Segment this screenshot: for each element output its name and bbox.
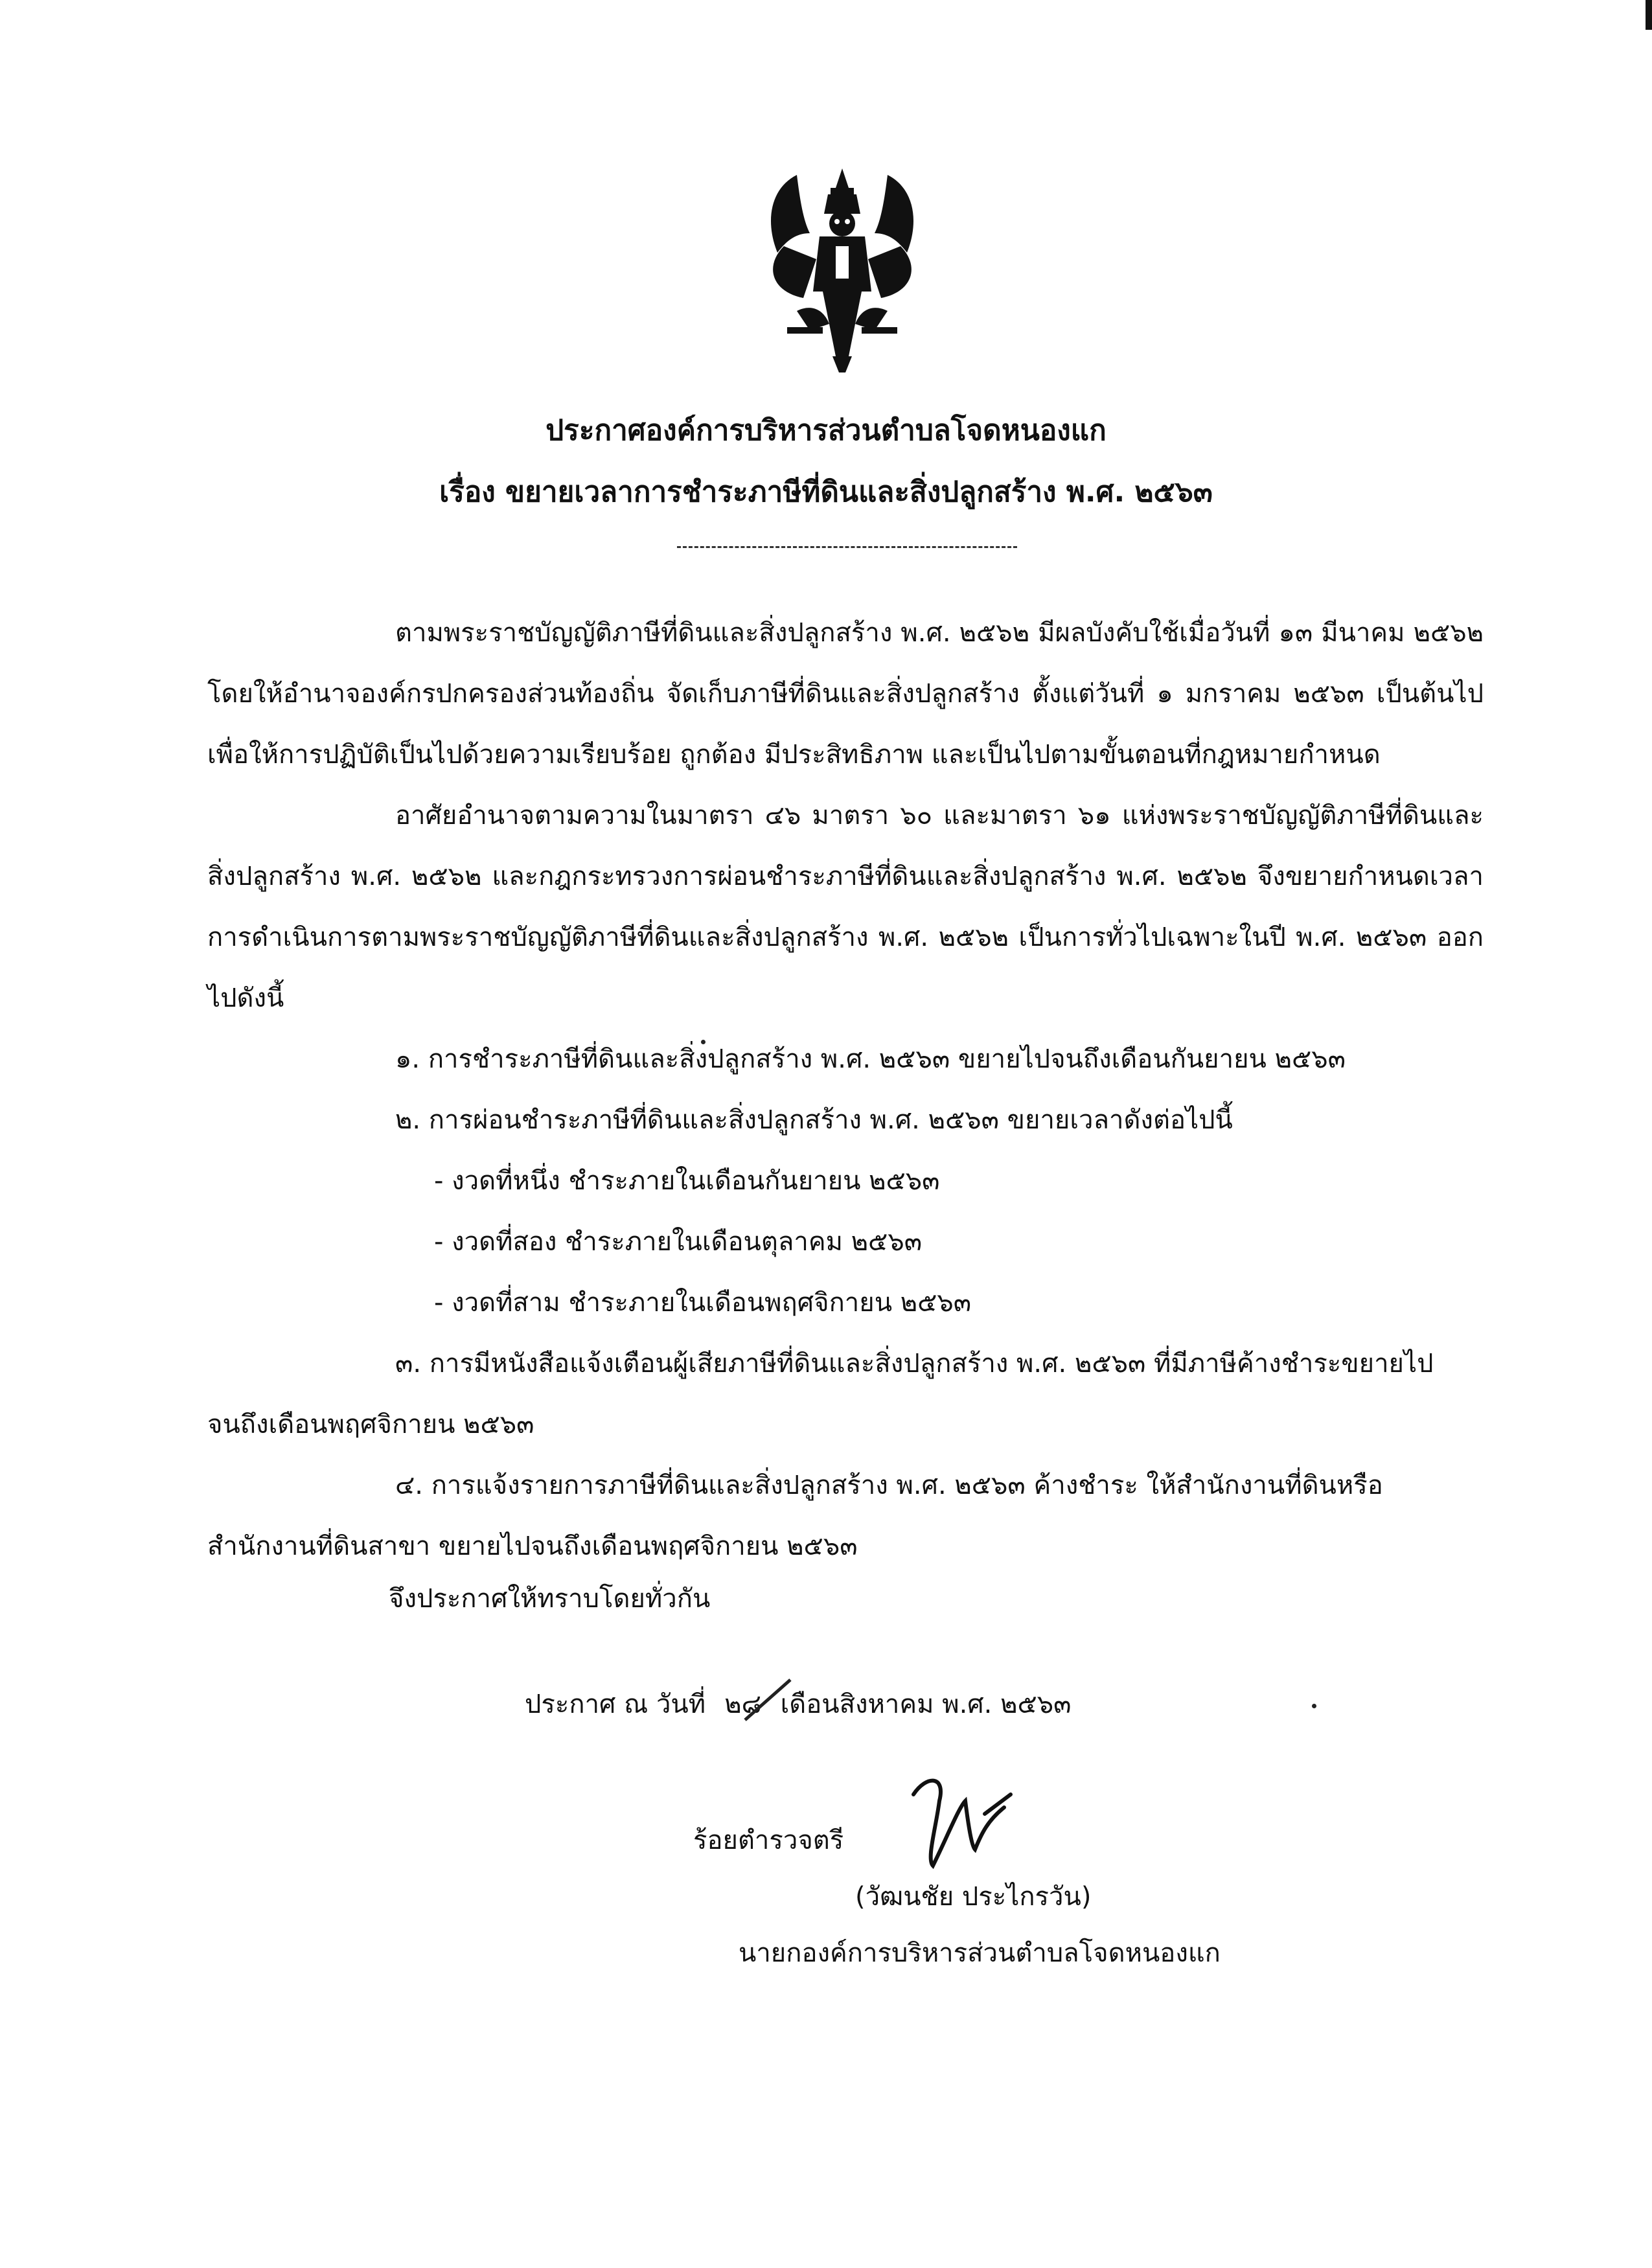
closing-statement: จึงประกาศให้ทราบโดยทั่วกัน [389, 1584, 711, 1614]
dashed-divider [677, 546, 1017, 548]
installment-item: - งวดที่หนึ่ง ชำระภายในเดือนกันยายน ๒๕๖๓ [434, 1166, 940, 1196]
scan-edge-mark [1646, 0, 1652, 30]
scan-speck [1312, 1704, 1316, 1708]
handwritten-signature [901, 1769, 1017, 1872]
announcement-title: ประกาศองค์การบริหารส่วนตำบลโจดหนองแก [545, 414, 1107, 447]
date-prefix: ประกาศ ณ วันที่ [525, 1690, 706, 1719]
list-item: ๔. การแจ้งรายการภาษีที่ดินและสิ่งปลูกสร้าง พ.ศ. ๒๕๖๓ ค้างชำระ ให้สำนักงานที่ดินหรือสำนักงานที่ดินสาขา ขยายไปจนถึงเดือนพฤศจิกายน ๒๕๖๓ [207, 1471, 1383, 1561]
signatory-position: นายกองค์การบริหารส่วนตำบลโจดหนองแก [739, 1938, 1221, 1968]
signatory-name: (วัฒนชัย ประไกรวัน) [855, 1882, 1092, 1912]
scan-speck [701, 1040, 706, 1044]
handwritten-day-mark [739, 1675, 797, 1726]
announcement-date [525, 1683, 1071, 1724]
installment-item: - งวดที่สอง ชำระภายในเดือนตุลาคม ๒๕๖๓ [434, 1227, 923, 1257]
list-item: ๓. การมีหนังสือแจ้งเตือนผู้เสียภาษีที่ดินและสิ่งปลูกสร้าง พ.ศ. ๒๕๖๓ ที่มีภาษีค้างชำระขยายไปจนถึงเดือนพฤศจิกายน ๒๕๖๓ [207, 1349, 1434, 1439]
announcement-subject: เรื่อง ขยายเวลาการชำระภาษีที่ดินและสิ่งปลูกสร้าง พ.ศ. ๒๕๖๓ [439, 475, 1213, 509]
installment-item: - งวดที่สาม ชำระภายในเดือนพฤศจิกายน ๒๕๖๓ [434, 1288, 972, 1318]
body-paragraph: อาศัยอำนาจตามความในมาตรา ๔๖ มาตรา ๖๐ และมาตรา ๖๑ แห่งพระราชบัญญัติภาษีที่ดินและสิ่งปลูกสร้าง พ.ศ. ๒๕๖๒ และกฎกระทรวงการผ่อนชำระภาษีที่ดินและสิ่งปลูกสร้าง พ.ศ. ๒๕๖๒ จึงขยายกำหนดเวลาการดำเนินการตามพระราชบัญญัติภาษีที่ดินและสิ่งปลูกสร้าง พ.ศ. ๒๕๖๒ เป็นการทั่วไปเฉพาะในปี พ.ศ. ๒๕๖๓ ออกไปดังนี้ [207, 801, 1484, 1013]
announcement-body [207, 602, 1484, 1577]
body-paragraph: ตามพระราชบัญญัติภาษีที่ดินและสิ่งปลูกสร้าง พ.ศ. ๒๕๖๒ มีผลบังคับใช้เมื่อวันที่ ๑๓ มีนาคม ๒๕๖๒ โดยให้อำนาจองค์กรปกครองส่วนท้องถิ่น จัดเก็บภาษีที่ดินและสิ่งปลูกสร้าง ตั้งแต่วันที่ ๑ มกราคม ๒๕๖๓ เป็นต้นไป เพื่อให้การปฏิบัติเป็นไปด้วยความเรียบร้อย ถูกต้อง มีประสิทธิภาพ และเป็นไปตามขั้นตอนที่กฎหมายกำหนด [207, 618, 1484, 770]
signatory-rank: ร้อยตำรวจตรี [693, 1826, 844, 1855]
date-day: ๒๘ [724, 1690, 762, 1719]
list-item: ๑. การชำระภาษีที่ดินและสิ่งปลูกสร้าง พ.ศ. ๒๕๖๓ ขยายไปจนถึงเดือนกันยายน ๒๕๖๓ [395, 1044, 1346, 1074]
list-item: ๒. การผ่อนชำระภาษีที่ดินและสิ่งปลูกสร้าง พ.ศ. ๒๕๖๓ ขยายเวลาดังต่อไปนี้ [395, 1105, 1233, 1135]
date-month-year: เดือนสิงหาคม พ.ศ. ๒๕๖๓ [780, 1690, 1072, 1719]
garuda-emblem-icon [758, 162, 926, 376]
